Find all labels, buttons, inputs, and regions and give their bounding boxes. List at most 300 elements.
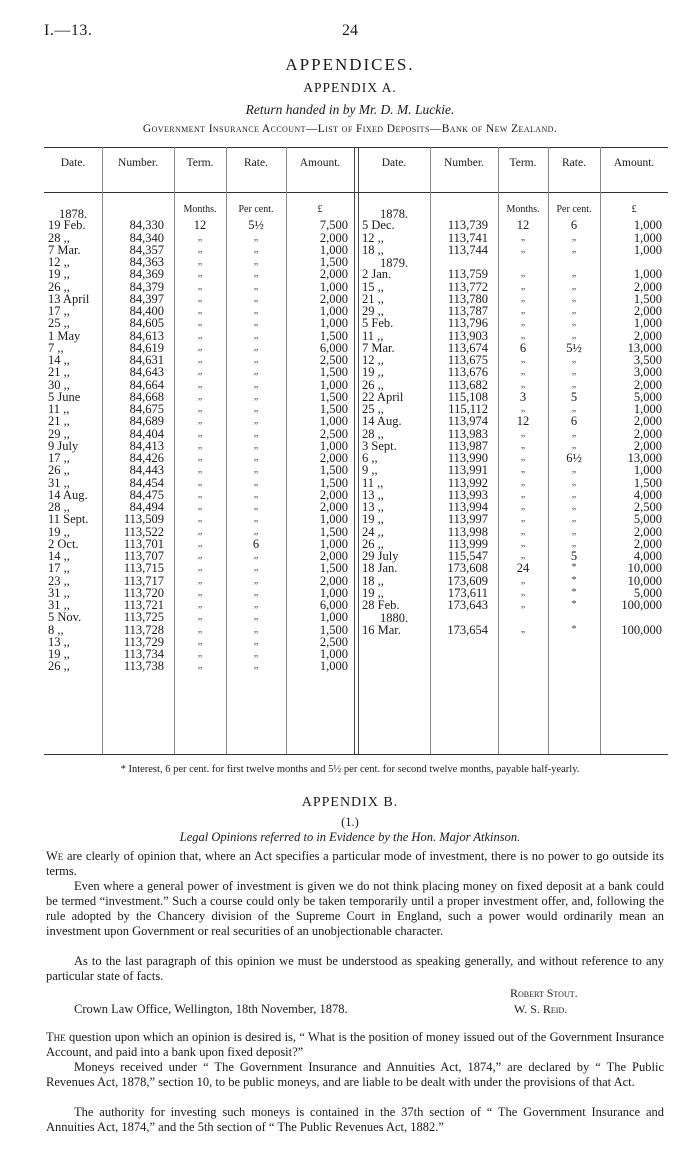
amount-cell: 4,000: [633, 487, 662, 502]
date-cell: 28 ,,: [362, 426, 384, 441]
number-cell: 113,787: [447, 304, 488, 318]
term-cell: „: [197, 439, 203, 451]
date-cell: 11 Sept.: [48, 512, 89, 527]
amount-cell: 2,500: [319, 426, 348, 441]
rate-cell: „: [253, 452, 259, 463]
number-cell: 113,759: [447, 267, 488, 282]
date-cell: 1 May: [48, 328, 81, 343]
rate-cell: 5: [570, 549, 578, 563]
year-label: 1879.: [379, 256, 409, 270]
table-row: [44, 379, 668, 391]
term-cell: „: [197, 292, 203, 304]
number-cell: 173,654: [447, 622, 488, 637]
date-cell: 26 ,,: [48, 279, 70, 294]
term-cell: „: [197, 452, 203, 463]
number-cell: 84,397: [129, 291, 164, 306]
table-row: [44, 489, 668, 501]
table-row: [44, 562, 668, 574]
table-row: [44, 624, 668, 636]
date-cell: 19 ,,: [48, 524, 70, 539]
term-cell: „: [520, 452, 526, 463]
amount-unit: £: [631, 204, 637, 215]
number-cell: 84,363: [129, 255, 164, 269]
number-cell: 84,357: [129, 242, 164, 257]
amount-cell: 1,000: [319, 585, 348, 600]
rate-cell: „: [571, 243, 577, 255]
term-cell: „: [197, 635, 203, 647]
column-header-amount: Amount.: [613, 157, 655, 169]
column-header-number: Number.: [444, 157, 484, 169]
rate-cell: „: [571, 268, 577, 280]
date-cell: 5 June: [48, 389, 81, 404]
rate-cell: „: [253, 280, 259, 292]
column-header-rate: Rate.: [562, 157, 586, 169]
amount-unit: £: [317, 204, 323, 215]
amount-cell: 1,000: [319, 242, 348, 257]
term-cell: „: [197, 341, 203, 353]
amount-cell: 2,000: [633, 536, 662, 551]
table-row: [44, 526, 668, 538]
term-cell: „: [520, 586, 526, 598]
date-cell: 2 Oct.: [48, 536, 79, 551]
column-header-date: Date.: [60, 157, 86, 169]
amount-cell: 7,500: [319, 218, 348, 233]
question-paragraph: [46, 1030, 664, 1060]
term-cell: „: [520, 439, 526, 451]
number-cell: 115,108: [447, 389, 488, 404]
table-row: [44, 575, 668, 587]
term-cell: „: [197, 305, 203, 316]
table-row: [44, 477, 668, 489]
table-row: [44, 550, 668, 562]
number-cell: 113,676: [447, 365, 488, 380]
term-cell: 24: [516, 561, 530, 576]
number-cell: 113,509: [123, 512, 164, 527]
number-cell: 113,674: [447, 340, 488, 355]
date-cell: 28 ,,: [48, 500, 70, 514]
date-cell: 7 Mar.: [362, 340, 395, 355]
date-cell: 11 ,,: [48, 402, 70, 416]
number-cell: 84,379: [129, 279, 164, 294]
amount-cell: 1,000: [319, 512, 348, 527]
appendix-a-heading: APPENDIX A.: [303, 80, 397, 95]
rate-cell: „: [571, 427, 577, 439]
date-cell: 26 ,,: [362, 536, 384, 551]
term-cell: „: [520, 403, 526, 414]
date-cell: 31 ,,: [48, 598, 70, 612]
paragraph-text: question upon which an opinion is desired is, “ What is the position of money issued out of the Government Insurance Account, and paid into a bank upon fixed deposit?”: [46, 1030, 664, 1059]
number-cell: 84,443: [129, 463, 164, 478]
term-cell: „: [520, 231, 526, 243]
year-label: 1878.: [379, 207, 409, 221]
term-cell: „: [197, 611, 203, 623]
amount-cell: 2,000: [319, 500, 348, 514]
term-cell: „: [197, 501, 203, 512]
amount-cell: 1,500: [319, 561, 348, 576]
number-cell: 173,611: [447, 585, 488, 600]
rate-cell: „: [253, 366, 259, 378]
appendices-heading: APPENDICES.: [285, 55, 415, 74]
amount-cell: 1,500: [319, 463, 348, 478]
date-cell: 9 ,,: [362, 463, 378, 478]
amount-cell: 1,000: [319, 304, 348, 318]
table-row: [44, 501, 668, 513]
date-cell: 24 ,,: [362, 524, 384, 539]
date-cell: 30 ,,: [48, 377, 70, 392]
amount-cell: 1,500: [319, 475, 348, 490]
rate-unit: Per cent.: [556, 204, 592, 215]
table-row: [44, 660, 668, 672]
amount-cell: 1,500: [319, 365, 348, 380]
date-cell: 5 Feb.: [362, 316, 394, 331]
appendix-b-subtitle: Legal Opinions referred to in Evidence by the Hon. Major Atkinson.: [179, 830, 521, 844]
signature-reid: W. S. Reid.: [514, 1002, 568, 1016]
rate-cell: „: [253, 513, 259, 525]
amount-cell: 5,000: [633, 585, 662, 600]
rate-unit: Per cent.: [238, 204, 274, 215]
amount-cell: 1,500: [319, 402, 348, 416]
table-row: [44, 342, 668, 354]
appendix-b-number: (1.): [341, 815, 359, 829]
date-cell: 5 Dec.: [362, 218, 395, 233]
number-cell: 84,689: [129, 414, 164, 429]
date-cell: 13 ,,: [362, 500, 384, 514]
rate-cell: „: [253, 292, 259, 304]
rate-cell: 6: [570, 218, 578, 233]
number-cell: 113,729: [123, 634, 164, 649]
date-cell: 14 Aug.: [48, 487, 88, 502]
rate-cell: „: [253, 550, 259, 561]
number-cell: 113,734: [123, 647, 164, 661]
date-cell: 17 ,,: [48, 451, 70, 465]
number-cell: 113,796: [447, 316, 488, 331]
term-cell: „: [197, 403, 203, 414]
number-cell: 113,780: [447, 291, 488, 306]
table-row: [44, 366, 668, 378]
date-cell: 25 ,,: [362, 402, 384, 416]
rate-cell: „: [571, 525, 577, 537]
table-row: [44, 611, 668, 623]
term-cell: „: [197, 329, 203, 341]
rate-cell: „: [571, 476, 577, 488]
number-cell: 113,990: [447, 451, 488, 465]
number-cell: 113,974: [447, 414, 488, 429]
term-cell: „: [197, 586, 203, 598]
term-cell: „: [520, 464, 526, 476]
amount-cell: 2,500: [319, 634, 348, 649]
term-cell: „: [520, 537, 526, 549]
number-cell: 84,475: [129, 487, 164, 502]
number-cell: 113,741: [447, 230, 488, 245]
date-cell: 13 ,,: [48, 634, 70, 649]
rate-cell: „: [253, 586, 259, 598]
rate-cell: 5½: [566, 340, 582, 355]
number-cell: 84,619: [129, 340, 164, 355]
table-row: [44, 452, 668, 464]
table-row: [44, 648, 668, 660]
amount-cell: 1,500: [319, 255, 348, 269]
date-cell: 28 ,,: [48, 230, 70, 245]
amount-cell: 1,000: [319, 659, 348, 674]
rate-cell: „: [253, 488, 259, 500]
term-unit: Months.: [183, 204, 217, 215]
amount-cell: 2,000: [633, 377, 662, 392]
number-cell: 113,715: [123, 561, 164, 576]
rate-cell: „: [253, 611, 259, 623]
number-cell: 84,605: [129, 316, 164, 331]
rate-cell: „: [571, 317, 577, 329]
number-cell: 113,682: [447, 377, 488, 392]
date-cell: 12 ,,: [48, 255, 70, 269]
signature-stout: Robert Stout.: [510, 986, 578, 1000]
number-cell: 113,992: [447, 475, 488, 490]
number-cell: 113,728: [123, 622, 164, 637]
table-row: [44, 513, 668, 525]
number-cell: 84,643: [129, 365, 164, 380]
date-cell: 29 ,,: [362, 304, 384, 318]
amount-cell: 1,000: [319, 316, 348, 331]
table-header-rule: [44, 192, 668, 193]
paragraph-text: Moneys received under “ The Government Insurance and Annuities Act, 1874,” are declared by “ The Public Revenues Act, 1878,” section 10, to be public moneys, and are liable to be dealt with under the provisions of that Act.: [46, 1060, 664, 1089]
rate-cell: „: [571, 501, 577, 512]
number-cell: 84,404: [129, 426, 164, 441]
table-row: [44, 330, 668, 342]
date-cell: 19 ,,: [48, 647, 70, 661]
rate-cell: „: [571, 439, 577, 451]
term-cell: „: [520, 366, 526, 378]
amount-cell: 1,000: [633, 230, 662, 245]
table-top-rule: [44, 147, 668, 148]
table-row: [44, 440, 668, 452]
term-cell: „: [197, 476, 203, 488]
date-cell: 31 ,,: [48, 475, 70, 490]
term-cell: 12: [516, 218, 530, 233]
rate-cell: „: [571, 378, 577, 390]
number-cell: 113,994: [447, 500, 488, 514]
term-cell: „: [197, 537, 203, 549]
date-cell: 14 Aug.: [362, 414, 402, 429]
rate-cell: „: [571, 329, 577, 341]
amount-cell: 1,500: [633, 475, 662, 490]
paragraph-text: are clearly of opinion that, where an Act specifies a particular mode of investment, there is no power to go outside its terms.: [46, 849, 664, 878]
term-cell: „: [197, 464, 203, 476]
date-cell: 5 Nov.: [48, 610, 82, 625]
date-cell: 6 ,,: [362, 451, 378, 465]
table-row: [44, 219, 668, 231]
amount-cell: 2,000: [633, 524, 662, 539]
amount-cell: 100,000: [621, 598, 662, 612]
table-row: [44, 354, 668, 366]
rate-cell: *: [571, 574, 577, 586]
page-number: 24: [342, 22, 358, 39]
paragraph-text: The authority for investing such moneys is contained in the 37th section of “ The Government Insurance and Annuities Act, 1874,” and the 5th section of “ The Public Revenues Act, 1882.”: [46, 1105, 664, 1134]
number-cell: 173,643: [447, 598, 488, 612]
authority-paragraph: [46, 1105, 664, 1135]
term-cell: „: [520, 623, 526, 635]
date-cell: 25 ,,: [48, 316, 70, 331]
amount-cell: 13,000: [627, 340, 662, 355]
date-cell: 13 April: [48, 291, 90, 306]
date-cell: 22 April: [362, 389, 404, 404]
date-cell: 31 ,,: [48, 585, 70, 600]
amount-cell: 1,000: [633, 267, 662, 282]
date-cell: 18 ,,: [362, 573, 384, 588]
table-row: [44, 599, 668, 611]
rate-cell: „: [253, 635, 259, 647]
date-cell: 12 ,,: [362, 230, 384, 245]
number-cell: 84,426: [129, 451, 164, 465]
rate-cell: „: [571, 366, 577, 378]
amount-cell: 1,000: [319, 377, 348, 392]
number-cell: 173,608: [447, 561, 488, 576]
amount-cell: 2,000: [319, 487, 348, 502]
rate-cell: „: [253, 378, 259, 390]
number-cell: 84,454: [129, 475, 164, 490]
number-cell: 113,997: [447, 512, 488, 527]
term-cell: „: [197, 415, 203, 427]
amount-cell: 1,500: [319, 524, 348, 539]
rate-cell: „: [571, 488, 577, 500]
rate-cell: „: [253, 305, 259, 316]
rate-cell: „: [253, 525, 259, 537]
table-row: [44, 464, 668, 476]
amount-cell: 2,000: [633, 426, 662, 441]
rate-cell: 6: [570, 414, 578, 429]
date-cell: 29 July: [362, 549, 399, 563]
rate-cell: „: [253, 256, 259, 267]
term-cell: „: [197, 354, 203, 365]
return-line: Return handed in by Mr. D. M. Luckie.: [245, 102, 455, 117]
rate-cell: „: [571, 280, 577, 292]
rate-cell: „: [571, 231, 577, 243]
date-cell: 11 ,,: [362, 328, 384, 343]
number-cell: 113,738: [123, 659, 164, 674]
term-cell: „: [520, 305, 526, 316]
date-cell: 3 Sept.: [362, 438, 397, 453]
rate-cell: „: [253, 329, 259, 341]
number-cell: 113,993: [447, 487, 488, 502]
amount-cell: 2,000: [319, 291, 348, 306]
column-header-amount: Amount.: [299, 157, 341, 169]
number-cell: 113,720: [123, 585, 164, 600]
term-cell: „: [197, 256, 203, 267]
number-cell: 84,494: [129, 500, 164, 514]
amount-cell: 5,000: [633, 389, 662, 404]
amount-cell: 2,000: [633, 414, 662, 429]
term-cell: „: [197, 599, 203, 610]
date-cell: 13 ,,: [362, 487, 384, 502]
rate-cell: „: [571, 354, 577, 365]
amount-cell: 3,500: [633, 353, 662, 367]
number-cell: 113,903: [447, 328, 488, 343]
term-cell: „: [520, 476, 526, 488]
term-cell: „: [197, 488, 203, 500]
rate-cell: 5½: [248, 218, 264, 233]
term-cell: „: [520, 599, 526, 610]
number-cell: 84,675: [129, 402, 164, 416]
rate-cell: „: [571, 292, 577, 304]
term-cell: „: [197, 660, 203, 672]
opinion-paragraph-3: [46, 954, 664, 984]
rate-cell: „: [253, 476, 259, 488]
paragraph-lead: We: [46, 849, 64, 863]
term-cell: „: [520, 488, 526, 500]
rate-cell: „: [253, 574, 259, 586]
rate-cell: „: [253, 243, 259, 255]
date-cell: 19 Feb.: [48, 218, 86, 233]
amount-cell: 1,000: [319, 536, 348, 551]
rate-cell: 6: [252, 536, 260, 551]
term-cell: „: [197, 648, 203, 659]
column-header-rate: Rate.: [244, 157, 268, 169]
table-row: [44, 244, 668, 256]
date-cell: 23 ,,: [48, 573, 70, 588]
rate-cell: „: [253, 623, 259, 635]
table-row: [44, 391, 668, 403]
number-cell: 113,999: [447, 536, 488, 551]
amount-cell: 1,000: [633, 242, 662, 257]
number-cell: 113,987: [447, 438, 488, 453]
number-cell: 113,721: [123, 598, 164, 612]
rate-cell: „: [253, 562, 259, 574]
amount-cell: 2,000: [319, 549, 348, 563]
term-cell: „: [197, 268, 203, 280]
term-cell: „: [520, 513, 526, 525]
date-cell: 14 ,,: [48, 549, 70, 563]
amount-cell: 2,000: [319, 573, 348, 588]
amount-cell: 2,000: [633, 304, 662, 318]
rate-cell: „: [253, 501, 259, 512]
table-row: [44, 281, 668, 293]
term-cell: „: [520, 501, 526, 512]
date-cell: 18 ,,: [362, 242, 384, 257]
amount-cell: 2,000: [633, 438, 662, 453]
amount-cell: 1,000: [319, 414, 348, 429]
date-cell: 2 Jan.: [362, 267, 392, 282]
rate-cell: „: [571, 537, 577, 549]
year-label: 1880.: [379, 611, 409, 626]
rate-cell: „: [253, 231, 259, 243]
table-bottom-rule: [44, 754, 668, 755]
rate-cell: 6½: [566, 451, 582, 465]
column-header-term: Term.: [509, 157, 537, 169]
table-row: [44, 636, 668, 648]
date-cell: 14 ,,: [48, 353, 70, 367]
date-cell: 19 ,,: [362, 585, 384, 600]
table-row: [44, 256, 668, 268]
paragraph-lead: The: [46, 1030, 66, 1044]
date-cell: 15 ,,: [362, 279, 384, 294]
column-header-term: Term.: [186, 157, 214, 169]
date-cell: 11 ,,: [362, 475, 384, 490]
amount-cell: 2,000: [319, 451, 348, 465]
date-cell: 21 ,,: [48, 414, 70, 429]
term-cell: „: [197, 366, 203, 378]
date-cell: 26 ,,: [48, 659, 70, 674]
date-cell: 26 ,,: [362, 377, 384, 392]
number-cell: 113,701: [123, 536, 164, 551]
amount-cell: 100,000: [621, 622, 662, 637]
table-row: [44, 428, 668, 440]
rate-cell: „: [253, 439, 259, 451]
year-label: 1878.: [58, 207, 88, 221]
number-cell: 173,609: [447, 573, 488, 588]
paragraph-text: As to the last paragraph of this opinion we must be understood as speaking generally, and without reference to any particular state of facts.: [46, 954, 664, 983]
column-header-number: Number.: [118, 157, 158, 169]
number-cell: 84,664: [129, 377, 164, 392]
amount-cell: 1,000: [633, 316, 662, 331]
amount-cell: 1,500: [319, 328, 348, 343]
